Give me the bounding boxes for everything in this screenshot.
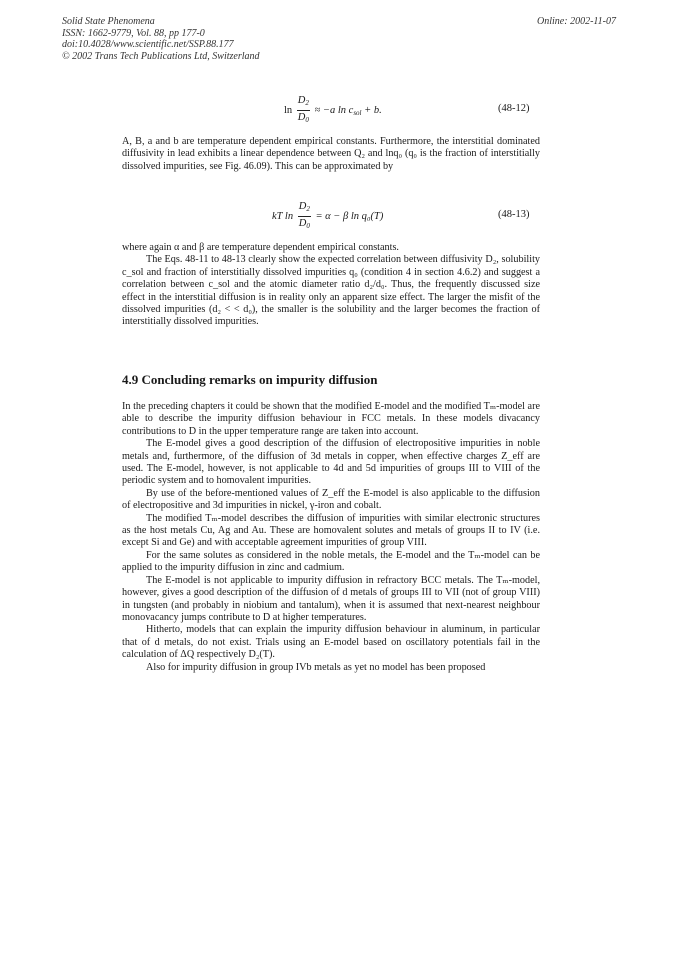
paragraph-constants (122, 136, 540, 173)
eq2-rhs: = α − β ln q₀(T) (315, 210, 384, 222)
eq1-ln: ln (284, 104, 293, 116)
paragraph-correlation (122, 242, 540, 329)
equation-number-48-13: (48-13) (498, 209, 530, 220)
issn-line: ISSN: 1662-9779, Vol. 88, pp 177-0 (62, 27, 205, 39)
section-paragraph: The modified Tₘ-model describes the diffusion of impurities with similar electronic structures as the host metals Cu, Ag and Au. These are homovalent solutes and metals of groups II to IV (i.e. except Si and Ge) and with acceptable agreement impurities of group VIII. (122, 512, 540, 549)
section-paragraph: Also for impurity diffusion in group IVb metals as yet no model has been proposed (146, 661, 486, 673)
para3-text: The Eqs. 48-11 to 48-13 clearly show the expected correlation between diffusivity D₂, solubility c_sol and fraction of interstitially dissolved impurities q₀ (condition 4 in section 4.6.2) and suggest a correlation between c_sol and the atomic diameter ratio d₂/d₀. Thus, the frequently discussed size effect in the interstitial diffusion is in reality only an apparent size effect. The larger the misfit of the dissolved impurities (d₂ < < d₀), the smaller is the solubility and the larger becomes the fraction of interstitially dissolved impurities. (122, 254, 540, 328)
copyright-line: © 2002 Trans Tech Publications Ltd, Switzerland (62, 50, 260, 62)
para1-text: A, B, a and b are temperature dependent empirical constants. Furthermore, the interstitial dominated diffusivity in lead exhibits a linear dependence between Q₂ and lnq₀ (q₀ is the fraction of interstitially dissolved impurities, see Fig. 46.09). This can be approximated by (122, 136, 540, 172)
equation-48-13 (272, 200, 383, 233)
doi-line: doi:10.4028/www.scientific.net/SSP.88.177 (62, 39, 234, 50)
eq1-rhs-sub: sol (353, 108, 362, 117)
journal-name: Solid State Phenomena (62, 16, 155, 27)
online-date: Online: 2002-11-07 (537, 16, 616, 27)
section-paragraph: The E-model gives a good description of the diffusion of electropositive impurities in noble metals and, furthermore, of the diffusion of 3d metals in copper, when effective charges Z_eff are used. The E-model, however, is not applicable to 4d and 5d impurities of groups III to VIII of the periodic system and to homovalent impurities. (122, 438, 540, 487)
para2-text: where again α and β are temperature dependent empirical constants. (122, 242, 399, 253)
eq2-lhs: kT ln (272, 210, 294, 222)
eq1-rhs-a: ≈ −a ln c (314, 104, 354, 116)
eq1-den: D (297, 112, 306, 123)
eq2-den-sub: 0 (306, 222, 310, 230)
journal-header (62, 16, 260, 62)
eq1-fraction (297, 94, 310, 127)
equation-48-12 (284, 94, 382, 127)
equation-number-48-12: (48-12) (498, 103, 530, 114)
eq2-num-sub: 2 (306, 205, 310, 213)
eq2-fraction (298, 200, 311, 233)
section-paragraph: For the same solutes as considered in the noble metals, the E-model and the Tₘ-model can be applied to the impurity diffusion in zinc and cadmium. (122, 549, 540, 574)
eq1-num: D (297, 95, 306, 106)
section-paragraph: By use of the before-mentioned values of Z_eff the E-model is also applicable to the diffusion of electropositive and 3d impurities in nickel, γ-iron and cobalt. (122, 487, 540, 512)
section-paragraph: The E-model is not applicable to impurity diffusion in refractory BCC metals. The Tₘ-model, however, gives a good description of the diffusion of d metals of groups III to VII (not of group VIII) in tungsten (and probably in niobium and tantalum), when it is assumed that next-nearest neighbour monovacancy jumps contribute to D at higher temperatures. (122, 574, 540, 623)
section-heading: 4.9 Concluding remarks on impurity diffusion (122, 372, 378, 387)
section-body (122, 401, 540, 674)
section-paragraph: Hitherto, models that can explain the impurity diffusion behaviour in aluminum, in particular that of d metals, do not exist. Trials using an E-model based on oscillatory potentials fail in the calculation of ΔQ respectively D₂(T). (122, 624, 540, 661)
eq2-num: D (298, 201, 307, 212)
eq1-num-sub: 2 (305, 99, 309, 107)
eq1-den-sub: 0 (305, 116, 309, 124)
section-paragraph: In the preceding chapters it could be shown that the modified E-model and the modified Tₘ-model are able to describe the impurity diffusion behaviour in FCC metals. In these models divacancy contributions to D in the upper temperature range are taken into account. (122, 401, 540, 437)
eq2-den: D (298, 218, 307, 229)
eq1-rhs-b: + b. (361, 104, 382, 116)
